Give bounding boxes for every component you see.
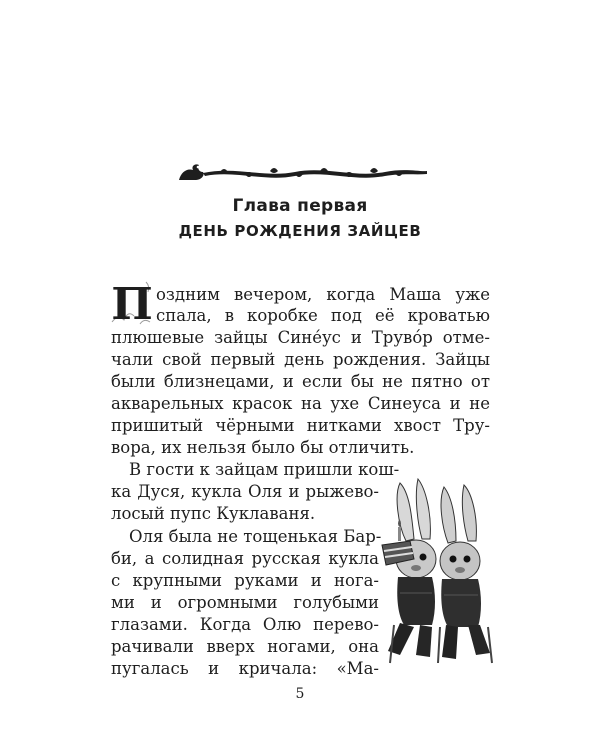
text-line: вора, их нельзя было бы отличить. — [111, 438, 415, 457]
text-line: ми и огромными голубыми — [111, 593, 379, 612]
drop-cap — [110, 278, 154, 328]
text-line: ка Дуся, кукла Оля и рыжево- — [111, 482, 379, 501]
text-line: пришитый чёрными нитками хвост Тру- — [111, 416, 490, 435]
text-line: были близнецами, и если бы не пятно от — [111, 372, 490, 391]
text-line: оздним вечером, когда Маша уже — [156, 285, 490, 304]
plush-bunnies-illustration — [380, 475, 500, 665]
text-line: Оля была не тощенькая Бар- — [129, 527, 382, 546]
text-line: пугалась и кричала: «Ма- — [111, 659, 379, 678]
text-line: рачивали вверх ногами, она — [111, 637, 379, 656]
vine-ornament-icon — [175, 160, 430, 184]
text-line: чали свой первый день рождения. Зайцы — [111, 350, 490, 369]
text-line: с крупными руками и нога- — [111, 571, 379, 590]
text-line: плюшевые зайцы Сине́ус и Трувóр отме- — [111, 328, 490, 347]
drop-cap-letter: П — [111, 279, 153, 328]
text-line: би, а солидная русская кукла — [111, 549, 379, 568]
text-line: лосый пупс Куклаваня. — [111, 504, 316, 523]
page-number: 5 — [295, 686, 305, 702]
text-line: акварельных красок на ухе Синеуса и не — [111, 394, 490, 413]
chapter-label: Глава первая — [232, 196, 368, 216]
text-line: глазами. Когда Олю перево- — [111, 615, 379, 634]
text-line: спала, в коробке под её кроватью — [156, 306, 490, 325]
chapter-title: ДЕНЬ РОЖДЕНИЯ ЗАЙЦЕВ — [178, 222, 422, 240]
text-line: В гости к зайцам пришли кош- — [129, 460, 400, 479]
